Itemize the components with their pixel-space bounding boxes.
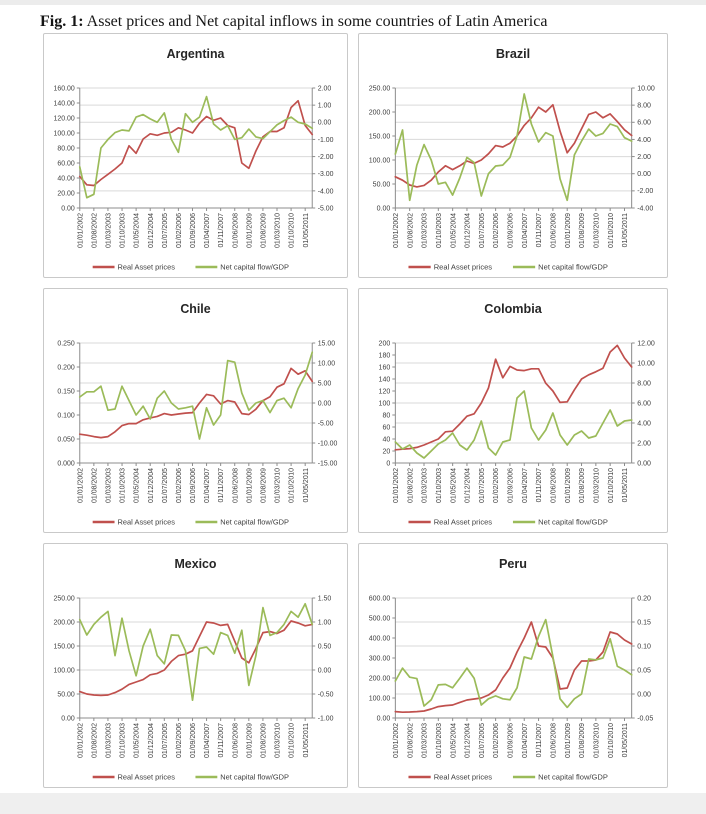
x-axis-tick-label: 01/06/2008	[550, 723, 558, 758]
x-axis-tick-label: 01/04/2007	[521, 468, 529, 503]
figure-caption-label: Fig. 1:	[40, 13, 84, 30]
left-axis-tick-label: 0.00	[376, 715, 391, 723]
right-axis-tick-label: 6.00	[637, 400, 651, 408]
x-axis-tick-label: 01/08/2009	[260, 213, 268, 249]
left-axis-tick-label: 250.00	[368, 85, 391, 93]
left-axis-tick-label: 40.00	[57, 175, 75, 183]
x-axis-tick-label: 01/10/2003	[435, 723, 443, 758]
x-axis-tick-label: 01/01/2002	[392, 723, 400, 758]
x-axis-tick-label: 01/01/2002	[392, 468, 400, 503]
x-axis-tick-label: 01/11/2007	[218, 468, 226, 503]
legend-label-net-capital-flow: Net capital flow/GDP	[220, 517, 289, 527]
figure-caption	[40, 11, 706, 33]
chart-svg-peru	[359, 544, 667, 787]
x-axis-tick-label: 01/10/2003	[435, 468, 443, 503]
right-axis-tick-label: 12.00	[637, 340, 655, 348]
chart-panel-chile	[43, 288, 348, 533]
left-axis-tick-label: 0.250	[57, 340, 75, 348]
chart-svg-colombia	[359, 289, 667, 532]
x-axis-tick-label: 01/10/2010	[607, 723, 615, 758]
chart-title: Colombia	[484, 302, 542, 316]
x-axis-tick-label: 01/11/2007	[536, 468, 544, 503]
x-axis-tick-label: 01/06/2008	[232, 723, 240, 759]
x-axis-tick-label: 01/04/2007	[204, 723, 212, 759]
right-axis-tick-label: 8.00	[637, 102, 651, 110]
x-axis-tick-label: 01/08/2002	[91, 723, 99, 759]
x-axis-tick-label: 01/11/2007	[218, 212, 226, 248]
x-axis-tick-label: 01/01/2002	[77, 468, 85, 504]
x-axis-tick-label: 01/01/2002	[392, 213, 400, 248]
x-axis-tick-label: 01/03/2010	[593, 468, 601, 503]
x-axis-tick-label: 01/06/2008	[232, 468, 240, 504]
left-axis-tick-label: 100	[378, 400, 391, 408]
x-axis-tick-label: 01/08/2002	[407, 723, 415, 758]
x-axis-tick-label: 01/05/2004	[133, 468, 141, 504]
left-axis-tick-label: 300.00	[368, 655, 391, 663]
legend-label-net-capital-flow: Net capital flow/GDP	[538, 262, 608, 272]
left-axis-tick-label: 0.050	[57, 436, 75, 444]
x-axis-tick-label: 01/03/2010	[274, 212, 282, 249]
chart-panel-brazil	[358, 33, 668, 278]
left-axis-tick-label: 120.00	[53, 115, 75, 123]
figure-caption-text: Asset prices and Net capital inflows in some countries of Latin America	[83, 13, 548, 30]
legend-label-real-asset-prices: Real Asset prices	[433, 517, 493, 527]
legend-label-net-capital-flow: Net capital flow/GDP	[538, 772, 608, 782]
x-axis-tick-label: 01/07/2005	[161, 723, 169, 759]
x-axis-tick-label: 01/12/2004	[464, 723, 472, 758]
x-axis-tick-label: 01/11/2007	[536, 723, 544, 758]
x-axis-tick-label: 01/03/2003	[421, 468, 429, 503]
x-axis-tick-label: 01/05/2011	[622, 723, 630, 758]
net-capital-flow-line	[395, 391, 631, 458]
x-axis-tick-label: 01/04/2007	[204, 468, 212, 504]
chart-title: Argentina	[166, 46, 225, 62]
right-axis-tick-label: -10.00	[317, 440, 338, 448]
x-axis-tick-label: 01/12/2004	[464, 213, 472, 248]
x-axis-tick-label: 01/02/2006	[175, 212, 183, 249]
left-axis-tick-label: 100.00	[368, 695, 391, 703]
x-axis-tick-label: 01/05/2011	[302, 212, 310, 248]
left-axis-tick-label: 0.100	[57, 412, 75, 420]
left-axis-tick-label: 40	[382, 436, 391, 444]
x-axis-tick-label: 01/01/2002	[77, 723, 85, 759]
legend-label-net-capital-flow: Net capital flow/GDP	[220, 262, 289, 272]
x-axis-tick-label: 01/03/2003	[105, 723, 113, 759]
x-axis-tick-label: 01/03/2010	[274, 467, 282, 504]
right-axis-tick-label: 0.00	[317, 667, 332, 675]
right-axis-tick-label: 0.00	[637, 691, 651, 699]
left-axis-tick-label: 50.00	[57, 691, 75, 699]
left-axis-tick-label: 150.00	[53, 643, 75, 651]
page-top-strip	[0, 0, 706, 5]
right-axis-tick-label: -4.00	[317, 188, 334, 196]
x-axis-tick-label: 01/04/2007	[204, 213, 212, 249]
legend-label-real-asset-prices: Real Asset prices	[433, 772, 493, 782]
right-axis-tick-label: 15.00	[317, 340, 336, 348]
x-axis-tick-label: 01/02/2006	[493, 468, 501, 503]
x-axis-tick-label: 01/08/2002	[407, 213, 415, 248]
left-axis-tick-label: 50.00	[372, 181, 391, 189]
right-axis-tick-label: 4.00	[637, 420, 651, 428]
x-axis-tick-label: 01/05/2004	[450, 213, 458, 248]
left-axis-tick-label: 180	[378, 352, 391, 360]
page-bottom-strip	[0, 793, 706, 814]
x-axis-tick-label: 01/12/2004	[147, 723, 155, 759]
x-axis-tick-label: 01/05/2011	[302, 467, 310, 503]
charts-grid	[43, 33, 706, 788]
right-axis-tick-label: 8.00	[637, 380, 651, 388]
x-axis-tick-label: 01/05/2011	[622, 213, 630, 248]
net-capital-flow-line	[80, 352, 312, 439]
legend-label-net-capital-flow: Net capital flow/GDP	[220, 772, 289, 782]
x-axis-tick-label: 01/01/2009	[564, 468, 572, 503]
x-axis-tick-label: 01/08/2002	[91, 468, 99, 504]
right-axis-tick-label: -1.00	[317, 715, 334, 723]
x-axis-tick-label: 01/03/2010	[593, 212, 601, 248]
x-axis-tick-label: 01/09/2006	[507, 723, 515, 758]
left-axis-tick-label: 400.00	[368, 635, 391, 643]
left-axis-tick-label: 0.150	[57, 388, 75, 396]
x-axis-tick-label: 01/01/2009	[564, 723, 572, 758]
right-axis-tick-label: 5.00	[317, 380, 332, 388]
x-axis-tick-label: 01/12/2004	[147, 213, 155, 249]
left-axis-tick-label: 20	[382, 448, 391, 456]
x-axis-tick-label: 01/10/2010	[288, 468, 296, 504]
x-axis-tick-label: 01/07/2005	[161, 468, 169, 504]
x-axis-tick-label: 01/03/2003	[421, 723, 429, 758]
left-axis-tick-label: 200.00	[368, 109, 391, 117]
right-axis-tick-label: 10.00	[637, 360, 655, 368]
x-axis-tick-label: 01/08/2002	[91, 213, 99, 249]
x-axis-tick-label: 01/10/2010	[288, 723, 296, 759]
chart-panel-argentina	[43, 33, 348, 278]
x-axis-tick-label: 01/11/2007	[218, 723, 226, 758]
x-axis-tick-label: 01/01/2009	[564, 213, 572, 248]
x-axis-tick-label: 01/05/2004	[450, 723, 458, 758]
chart-svg-mexico	[44, 544, 347, 787]
right-axis-tick-label: 0.20	[637, 595, 651, 603]
x-axis-tick-label: 01/07/2005	[161, 213, 169, 249]
right-axis-tick-label: 1.00	[317, 102, 332, 110]
left-axis-tick-label: 120	[378, 388, 391, 396]
left-axis-tick-label: 250.00	[53, 595, 75, 603]
x-axis-tick-label: 01/06/2008	[232, 213, 240, 249]
left-axis-tick-label: 200.00	[368, 675, 391, 683]
x-axis-tick-label: 01/03/2010	[274, 723, 282, 759]
legend-label-real-asset-prices: Real Asset prices	[117, 517, 176, 527]
x-axis-tick-label: 01/08/2009	[579, 213, 587, 248]
x-axis-tick-label: 01/05/2011	[302, 723, 310, 758]
right-axis-tick-label: -1.00	[317, 136, 334, 144]
left-axis-tick-label: 100.00	[368, 157, 391, 165]
right-axis-tick-label: 10.00	[637, 85, 655, 93]
chart-panel-peru	[358, 543, 668, 788]
net-capital-flow-line	[395, 94, 631, 200]
left-axis-tick-label: 200	[378, 340, 391, 348]
x-axis-tick-label: 01/09/2006	[507, 468, 515, 503]
right-axis-tick-label: 0.00	[637, 460, 651, 468]
x-axis-tick-label: 01/03/2003	[105, 213, 113, 249]
x-axis-tick-label: 01/05/2004	[133, 212, 141, 249]
right-axis-tick-label: -3.00	[317, 171, 334, 179]
x-axis-tick-label: 01/08/2009	[260, 723, 268, 759]
x-axis-tick-label: 01/06/2008	[550, 468, 558, 503]
x-axis-tick-label: 01/10/2003	[119, 468, 127, 504]
right-axis-tick-label: -0.50	[317, 691, 334, 699]
x-axis-tick-label: 01/04/2007	[521, 723, 529, 758]
right-axis-tick-label: -2.00	[317, 153, 334, 161]
left-axis-tick-label: 80.00	[57, 145, 75, 153]
x-axis-tick-label: 01/05/2004	[133, 723, 141, 759]
x-axis-tick-label: 01/06/2008	[550, 213, 558, 248]
x-axis-tick-label: 01/09/2006	[507, 213, 515, 248]
x-axis-tick-label: 01/12/2004	[147, 468, 155, 504]
right-axis-tick-label: 0.50	[317, 643, 332, 651]
chart-svg-chile	[44, 289, 347, 532]
right-axis-tick-label: 6.00	[637, 119, 651, 127]
left-axis-tick-label: 100.00	[53, 667, 75, 675]
right-axis-tick-label: 2.00	[637, 440, 651, 448]
right-axis-tick-label: 1.50	[317, 595, 332, 603]
real-asset-prices-line	[80, 101, 312, 186]
right-axis-tick-label: -0.05	[637, 715, 654, 723]
chart-title: Chile	[180, 301, 211, 317]
right-axis-tick-label: 0.10	[637, 643, 651, 651]
right-axis-tick-label: 0.05	[637, 667, 651, 675]
x-axis-tick-label: 01/02/2006	[175, 468, 183, 504]
x-axis-tick-label: 01/01/2009	[246, 468, 254, 504]
chart-svg-argentina	[44, 34, 347, 277]
left-axis-tick-label: 0.00	[376, 205, 391, 213]
right-axis-tick-label: -5.00	[317, 420, 334, 428]
x-axis-tick-label: 01/10/2003	[119, 213, 127, 249]
right-axis-tick-label: 4.00	[637, 136, 651, 144]
x-axis-tick-label: 01/02/2006	[493, 723, 501, 758]
chart-title: Brazil	[495, 47, 531, 61]
legend-label-real-asset-prices: Real Asset prices	[117, 262, 176, 272]
chart-panel-mexico	[43, 543, 348, 788]
x-axis-tick-label: 01/07/2005	[478, 213, 486, 248]
legend-label-real-asset-prices: Real Asset prices	[117, 772, 176, 782]
x-axis-tick-label: 01/07/2005	[478, 723, 486, 758]
x-axis-tick-label: 01/05/2011	[622, 468, 630, 503]
right-axis-tick-label: -5.00	[317, 205, 334, 213]
x-axis-tick-label: 01/08/2009	[260, 468, 268, 504]
right-axis-tick-label: 2.00	[317, 85, 332, 93]
left-axis-tick-label: 200.00	[53, 619, 75, 627]
chart-svg-brazil	[359, 34, 667, 277]
left-axis-tick-label: 60	[382, 424, 391, 432]
x-axis-tick-label: 01/10/2010	[607, 468, 615, 503]
net-capital-flow-line	[80, 97, 312, 198]
chart-title: Peru	[498, 557, 528, 571]
left-axis-tick-label: 600.00	[368, 595, 391, 603]
x-axis-tick-label: 01/07/2005	[478, 468, 486, 503]
x-axis-tick-label: 01/12/2004	[464, 468, 472, 503]
left-axis-tick-label: 0.00	[61, 205, 75, 213]
right-axis-tick-label: 0.00	[637, 171, 651, 179]
left-axis-tick-label: 0.00	[61, 715, 75, 723]
legend-label-real-asset-prices: Real Asset prices	[433, 262, 493, 272]
right-axis-tick-label: 10.00	[317, 360, 336, 368]
left-axis-tick-label: 500.00	[368, 615, 391, 623]
left-axis-tick-label: 160.00	[53, 85, 75, 93]
left-axis-tick-label: 150.00	[368, 133, 391, 141]
left-axis-tick-label: 100.00	[53, 130, 75, 138]
right-axis-tick-label: 2.00	[637, 153, 651, 161]
right-axis-tick-label: -2.00	[637, 188, 654, 196]
left-axis-tick-label: 140.00	[53, 100, 75, 108]
x-axis-tick-label: 01/03/2003	[105, 468, 113, 504]
right-axis-tick-label: 0.15	[637, 619, 651, 627]
x-axis-tick-label: 01/10/2010	[607, 213, 615, 248]
x-axis-tick-label: 01/10/2010	[288, 212, 296, 249]
right-axis-tick-label: 0.00	[317, 400, 332, 408]
x-axis-tick-label: 01/05/2004	[450, 468, 458, 503]
x-axis-tick-label: 01/10/2003	[119, 723, 127, 759]
x-axis-tick-label: 01/08/2009	[579, 723, 587, 758]
x-axis-tick-label: 01/08/2009	[579, 468, 587, 503]
x-axis-tick-label: 01/04/2007	[521, 213, 529, 248]
left-axis-tick-label: 20.00	[57, 190, 75, 198]
right-axis-tick-label: 0.00	[317, 119, 332, 127]
right-axis-tick-label: 1.00	[317, 619, 332, 627]
left-axis-tick-label: 0.000	[57, 460, 75, 468]
right-axis-tick-label: -4.00	[637, 205, 654, 213]
x-axis-tick-label: 01/01/2009	[246, 213, 254, 249]
x-axis-tick-label: 01/01/2009	[246, 723, 254, 759]
left-axis-tick-label: 160	[378, 364, 391, 372]
left-axis-tick-label: 140	[378, 376, 391, 384]
x-axis-tick-label: 01/01/2002	[77, 213, 85, 249]
x-axis-tick-label: 01/02/2006	[493, 213, 501, 248]
x-axis-tick-label: 01/03/2010	[593, 723, 601, 758]
x-axis-tick-label: 01/09/2006	[190, 213, 198, 249]
left-axis-tick-label: 0.200	[57, 364, 75, 372]
chart-title: Mexico	[174, 556, 217, 572]
left-axis-tick-label: 60.00	[57, 160, 75, 168]
x-axis-tick-label: 01/02/2006	[175, 723, 183, 759]
x-axis-tick-label: 01/08/2002	[407, 468, 415, 503]
x-axis-tick-label: 01/11/2007	[536, 213, 544, 248]
left-axis-tick-label: 80	[382, 412, 391, 420]
left-axis-tick-label: 0	[386, 460, 391, 468]
legend-label-net-capital-flow: Net capital flow/GDP	[538, 517, 608, 527]
x-axis-tick-label: 01/09/2006	[190, 468, 198, 504]
x-axis-tick-label: 01/09/2006	[190, 723, 198, 759]
chart-panel-colombia	[358, 288, 668, 533]
right-axis-tick-label: -15.00	[317, 460, 338, 468]
x-axis-tick-label: 01/10/2003	[435, 213, 443, 248]
net-capital-flow-line	[80, 604, 312, 700]
x-axis-tick-label: 01/03/2003	[421, 213, 429, 248]
